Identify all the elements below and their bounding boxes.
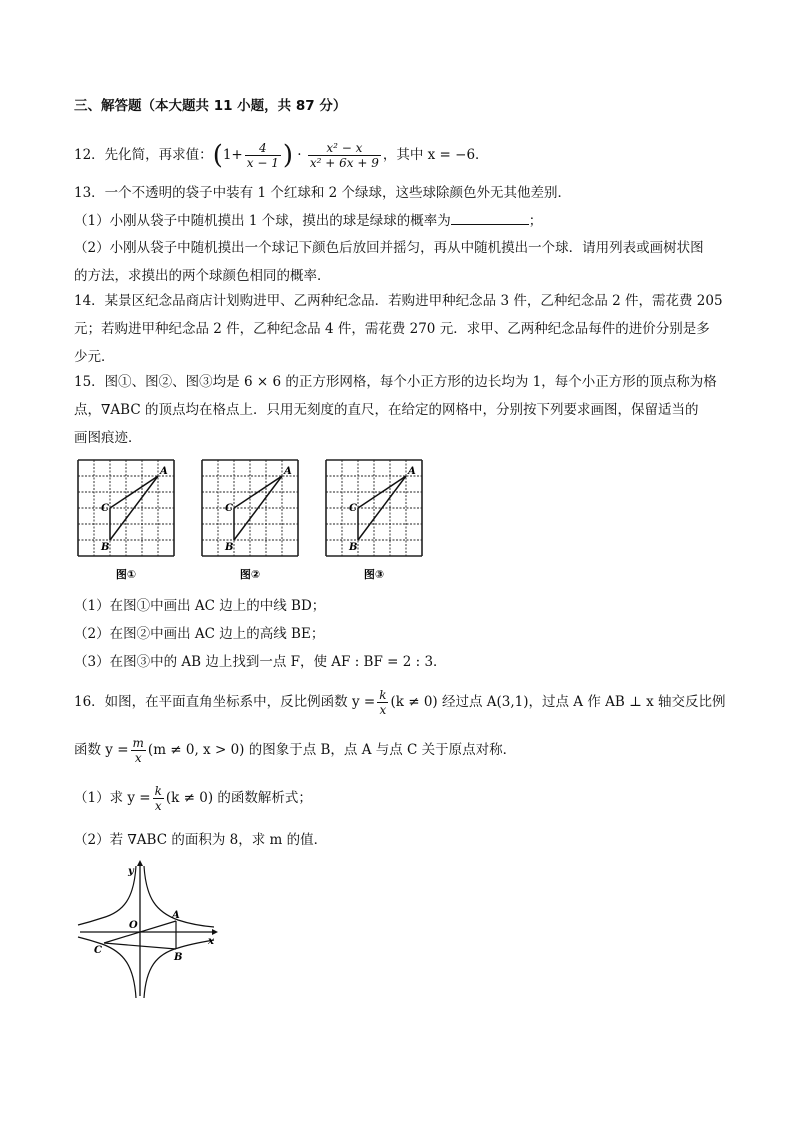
q16-sub-2: （2）若 ∇ABC 的面积为 8，求 m 的值． [74, 832, 328, 848]
label-x: x [208, 936, 214, 947]
y-axis-arrow [137, 860, 143, 866]
answer-blank [451, 212, 529, 225]
point-label-b: B [225, 542, 234, 553]
k-over-x-fraction-2: $\frac{k}{x}$ [154, 784, 162, 813]
q15-line-2: 点，∇ABC 的顶点均在格点上．只用无刻度的直尺，在给定的网格中，分别按下列要求画图，保留适当的 [74, 402, 699, 418]
q15-line-1: 15．图①、图②、图③均是 6 × 6 的正方形网格，每个小正方形的边长均为 1，每个小正方形的顶点称为格 [74, 374, 717, 390]
q13-line-4: 的方法，求摸出的两个球颜色相同的概率． [74, 268, 331, 284]
figure-caption-3: 图③ [363, 568, 385, 581]
label-o: O [129, 920, 138, 931]
point-label-c: C [225, 503, 233, 514]
q12-fraction-1: $\frac{4}{x - 1}$ [246, 141, 279, 170]
q13-line-3: （2）小刚从袋子中随机摸出一个球记下颜色后放回并摇匀，再从中随机摸出一个球．请用列表或画树状图 [74, 240, 704, 256]
grid-figure-3 [326, 460, 422, 581]
k-over-x-fraction: $\frac{k}{x}$ [379, 688, 387, 717]
x-axis-arrow [212, 929, 218, 935]
grid-figure-2 [202, 460, 298, 581]
point-label-c: C [349, 503, 357, 514]
q15-sub-3: （3）在图③中的 AB 边上找到一点 F，使 AF : BF = 2 : 3． [74, 654, 447, 670]
point-label-a: A [408, 466, 416, 477]
q15-sub-2: （2）在图②中画出 AC 边上的高线 BE； [74, 626, 325, 642]
label-a: A [172, 910, 180, 921]
point-label-a: A [284, 466, 292, 477]
q14-line-3: 少元． [74, 349, 115, 365]
figure-caption-1: 图① [115, 568, 137, 581]
q16-line-1: 16．如图，在平面直角坐标系中，反比例函数 y = $\frac{k}{x}$ (k ≠ 0) 经过点 A(3,1)，过点 A 作 AB ⊥ x 轴交反比例 [74, 688, 726, 717]
point-label-b: B [349, 542, 358, 553]
m-over-x-fraction: $\frac{m}{x}$ [132, 736, 144, 765]
curve-m-q4 [144, 940, 214, 998]
q12-one-plus: 1+ [222, 147, 243, 163]
q15-sub-1: （1）在图①中画出 AC 边上的中线 BD； [74, 598, 326, 614]
point-label-b: B [101, 542, 110, 553]
label-y: y [128, 866, 134, 877]
point-label-a: A [160, 466, 168, 477]
grid-figure-1 [78, 460, 174, 581]
q13-line-1: 13．一个不透明的袋子中装有 1 个红球和 2 个绿球，这些球除颜色外无其他差别． [74, 185, 572, 201]
q14-line-1: 14．某景区纪念品商店计划购进甲、乙两种纪念品．若购进甲种纪念品 3 件，乙种纪念品 2 件，需花费 205 [74, 293, 723, 309]
label-b: B [174, 952, 183, 963]
curve-k-q3 [78, 937, 136, 998]
q12-prefix: 12．先化简，再求值： [74, 147, 213, 163]
question-12: 12．先化简，再求值：(1+ $\frac{4}{x - 1}$ ) · $\frac{\text{x² − x}}{\text{x² + 6x + 9}}$ ，其中 x = −6． [74, 140, 489, 171]
q15-line-3: 画图痕迹． [74, 430, 142, 446]
q12-suffix: ，其中 x = −6． [382, 147, 489, 163]
q13-line-2: （1）小刚从袋子中随机摸出 1 个球，摸出的球是绿球的概率为 ； [74, 213, 543, 229]
q14-line-2: 元；若购进甲种纪念品 2 件，乙种纪念品 4 件，需花费 270 元．求甲、乙两种纪念品每件的进价分别是多 [74, 321, 710, 337]
label-c: C [94, 945, 102, 956]
q12-fraction-2: $\frac{\text{x² − x}}{\text{x² + 6x + 9}}$ [309, 141, 379, 170]
point-label-c: C [101, 503, 109, 514]
right-paren: ) [282, 140, 293, 171]
left-paren: ( [212, 140, 223, 171]
grid-figures [74, 456, 444, 586]
q16-line-2: 函数 y = $\frac{m}{x}$ (m ≠ 0, x > 0) 的图象于点 B，点 A 与点 C 关于原点对称． [74, 736, 517, 765]
coordinate-graph [74, 858, 219, 1000]
section-title: 三、解答题（本大题共 11 小题，共 87 分） [74, 98, 347, 114]
q16-sub-1: （1）求 y = $\frac{k}{x}$ (k ≠ 0) 的函数解析式； [74, 784, 312, 813]
figure-caption-2: 图② [239, 568, 261, 581]
